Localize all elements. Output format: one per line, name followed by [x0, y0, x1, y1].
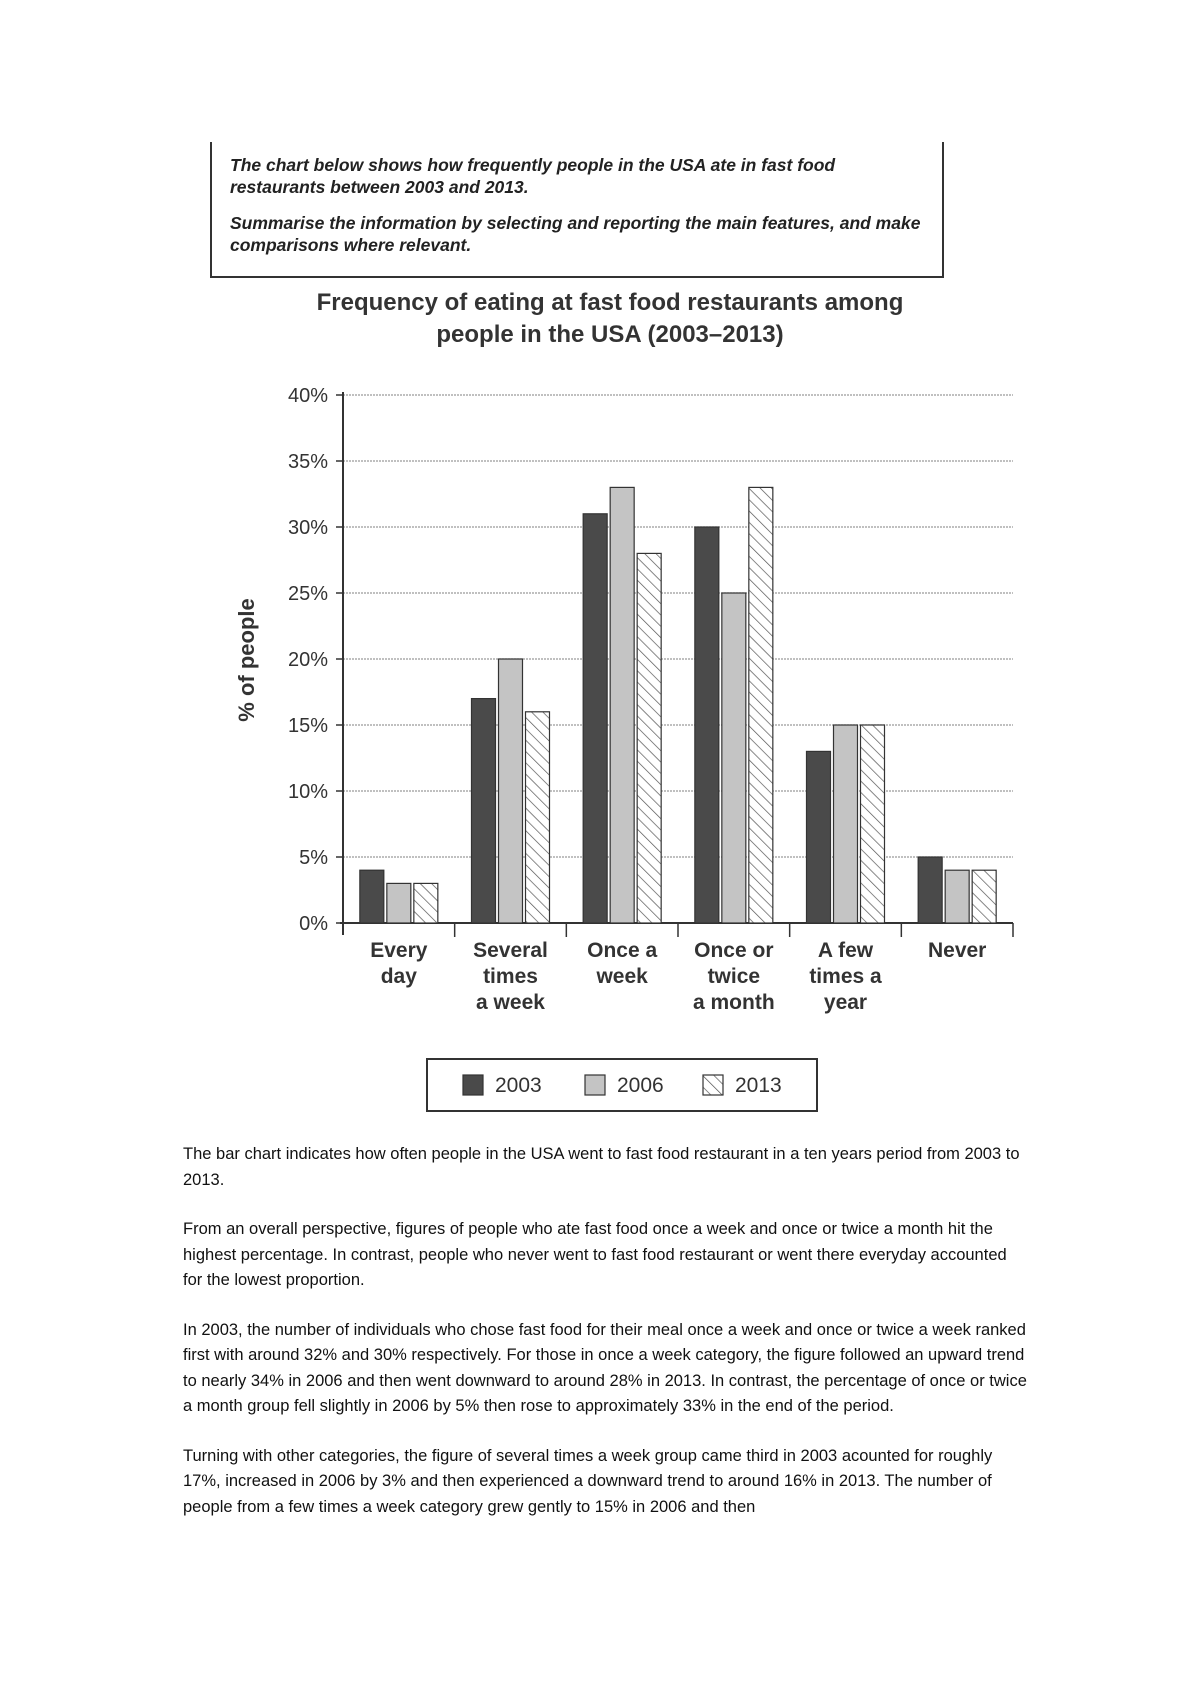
- x-category-label: year: [823, 991, 868, 1014]
- x-category-label: Never: [927, 939, 987, 962]
- y-tick-label: 15%: [287, 715, 328, 737]
- y-tick-label: 0%: [299, 913, 328, 935]
- legend-label-2003: 2003: [495, 1074, 542, 1097]
- y-tick-label: 30%: [287, 517, 328, 539]
- chart-title-line2: people in the USA (2003–2013): [436, 321, 784, 348]
- essay-paragraph-3: In 2003, the number of individuals who chose fast food for their meal once a week and once or twice a week ranked first with around 32% and 30% respectively. For those in once a week category, the figure followed an upward trend to nearly 34% in 2006 and then went downward to around 28% in 2013. In contrast, the percentage of once or twice a month group fell slightly in 2006 by 5% then rose to approximately 33% in the end of the period.: [183, 1320, 1027, 1415]
- grid-lines: [343, 395, 1013, 857]
- x-category-label: a month: [692, 991, 775, 1014]
- axes: [336, 392, 1013, 937]
- bar-2006: [610, 487, 634, 923]
- essay: [183, 1142, 1028, 1544]
- bar-2013: [414, 883, 438, 923]
- bar-2003: [695, 527, 719, 923]
- y-tick-label: 5%: [299, 847, 328, 869]
- chart-title-line1: Frequency of eating at fast food restaurants among: [316, 289, 904, 316]
- x-category-label: week: [596, 965, 648, 988]
- legend: [427, 1059, 817, 1111]
- legend-swatch-2013: [703, 1075, 723, 1095]
- x-category-label: Once or: [694, 939, 774, 962]
- bar-2013: [749, 487, 773, 923]
- y-tick-label: 25%: [287, 583, 328, 605]
- y-axis-label: % of people: [234, 598, 259, 722]
- bar-2013: [637, 553, 661, 923]
- legend-label-2013: 2013: [735, 1074, 782, 1097]
- bar-2003: [807, 751, 831, 923]
- bars: [360, 487, 996, 923]
- legend-swatch-2006: [585, 1075, 605, 1095]
- legend-label-2006: 2006: [617, 1074, 664, 1097]
- y-tick-label: 20%: [287, 649, 328, 671]
- essay-paragraph-1: The bar chart indicates how often people in the USA went to fast food restaurant in a ten years period from 2003 to 2013.: [183, 1145, 1020, 1189]
- bar-2006: [722, 593, 746, 923]
- bar-2013: [972, 870, 996, 923]
- essay-paragraph-4: Turning with other categories, the figure of several times a week group came third in 2003 acounted for roughly 17%, increased in 2006 by 3% and then experienced a downward trend to around 16% in 2013. The number of people from a few times a week category grew gently to 15% in 2006 and then: [183, 1446, 993, 1516]
- x-category-label: A few: [817, 939, 874, 962]
- bar-2006: [499, 659, 523, 923]
- bar-2003: [918, 857, 942, 923]
- y-tick-label: 40%: [287, 385, 328, 407]
- y-tick-label: 35%: [287, 451, 328, 473]
- x-category-label: Every: [370, 939, 428, 962]
- bar-2003: [583, 514, 607, 923]
- x-category-label: Several: [473, 939, 548, 962]
- x-category-label: times a: [809, 965, 882, 988]
- legend-swatch-2003: [463, 1075, 483, 1095]
- bar-2003: [472, 699, 496, 923]
- essay-paragraph-2: From an overall perspective, figures of people who ate fast food once a week and once or twice a month hit the highest percentage. In contrast, people who never went to fast food restaurant or went there everyday accounted for the lowest proportion.: [183, 1220, 1007, 1289]
- y-tick-label: 10%: [287, 781, 328, 803]
- x-category-label: twice: [707, 965, 761, 988]
- bar-2006: [945, 870, 969, 923]
- task-prompt-line1: The chart below shows how frequently people in the USA ate in fast food restaurants between 2003 and 2013.: [230, 155, 836, 197]
- bar-2013: [526, 712, 550, 923]
- task-prompt-line2: Summarise the information by selecting and reporting the main features, and make comparisons where relevant.: [230, 213, 921, 255]
- bar-2003: [360, 870, 384, 923]
- x-category-label: a week: [476, 991, 545, 1014]
- x-category-label: day: [380, 965, 417, 988]
- x-category-label: Once a: [587, 939, 658, 962]
- x-category-label: times: [483, 965, 538, 988]
- bar-2013: [861, 725, 885, 923]
- bar-2006: [387, 883, 411, 923]
- bar-2006: [834, 725, 858, 923]
